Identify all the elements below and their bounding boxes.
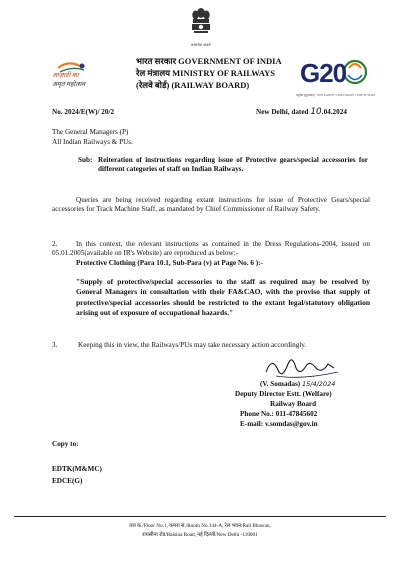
signatory-designation: Deputy Director Estt. (Welfare) [235, 390, 332, 398]
addressee-line-1: The General Managers (P) [52, 128, 129, 136]
copy-recipient-2: EDCE(G) [52, 477, 83, 485]
paragraph-2-number: 2. [52, 240, 58, 248]
copy-recipient-1: EDTK(M&MC) [52, 465, 102, 473]
footer-address-line-2: रायसीना रोड/Raisina Road, नई दिल्ली/New Delhi -110001 [142, 532, 258, 538]
copy-to-label: Copy to: [52, 440, 79, 448]
signatory-phone: Phone No.: 011-47845602 [240, 410, 318, 418]
subject-text: Reiteration of instructions regarding issue of Protective gears/special accessories for different categories of staff on Indian Railways. [98, 156, 368, 174]
emblem-caption: सत्यमेव जयते [191, 43, 211, 47]
azadi-logo-text-2: अमृत महोत्सव [52, 81, 86, 88]
footer-address-line-1: तल क./Floor No.1, कमरा सं./Room No.144-A, रेल भवन/Rail Bhawan, [129, 523, 271, 529]
quoted-instruction: "Supply of protective/special accessories to the staff as required may be resolved by General Managers in consultation with their FA&CAO, with the proviso that supply of protective/special accessories should be restricted to the extant legal/statutory obligation arising out of exposure of occupational hazards." [76, 277, 370, 318]
paragraph-3: Keeping this in view, the Railways/PUs may take necessary action accordingly. [78, 341, 307, 349]
footer-divider [14, 516, 386, 517]
signatory-name: (V. Somadas) [260, 380, 301, 388]
g20-tagline: वसुधैव कुटुम्बकम् • ONE EARTH • ONE FAMILY • ONE FUTURE [296, 93, 376, 97]
azadi-logo [52, 58, 102, 94]
g20-logo [300, 56, 370, 92]
paragraph-1: Queries are being received regarding extant instructions for issue of Protective Gears/special accessories for Track Machine Staff, as mandated by Chief Commissioner of Railway Safety. [52, 196, 370, 214]
header-railway-board: (रेलवे बोर्ड) (RAILWAY BOARD) [136, 80, 250, 90]
azadi-logo-text-1: आज़ादी का [52, 72, 79, 79]
reference-number: No. 2024/E(W)/ 20/2 [52, 108, 115, 116]
header-govt-of-india: भारत सरकार GOVERNMENT OF INDIA [136, 56, 282, 66]
paragraph-2: In this context, the relevant instructions as contained in the Dress Regulations-2004, issued on 05.01.2005(available on IR's Website) are reproduced as below:- [52, 240, 370, 258]
document-date [256, 108, 347, 117]
g20-text: G20 [300, 58, 347, 88]
signatory-office: Railway Board [270, 400, 317, 408]
signatory-email: E-mail: v.somdas@gov.in [240, 420, 318, 428]
header-ministry: रेल मंत्रालय MINISTRY OF RAILWAYS [136, 68, 275, 78]
signatory-name-line [260, 380, 335, 389]
date-handwritten-day: 10 [310, 107, 322, 117]
addressee-line-2: All Indian Railways & PUs. [52, 138, 133, 146]
date-suffix: .04.2024 [321, 108, 347, 116]
date-prefix: New Delhi, dated [256, 108, 309, 116]
paragraph-2-heading: Protective Clothing (Para 10.1, Sub-Para (v) at Page No. 6 ):- [76, 259, 263, 267]
signature-handwritten-date: 15/4/2024 [302, 380, 336, 388]
paragraph-3-number: 3. [52, 341, 58, 349]
subject-label: Sub: [78, 156, 93, 164]
national-emblem-icon [190, 6, 212, 42]
